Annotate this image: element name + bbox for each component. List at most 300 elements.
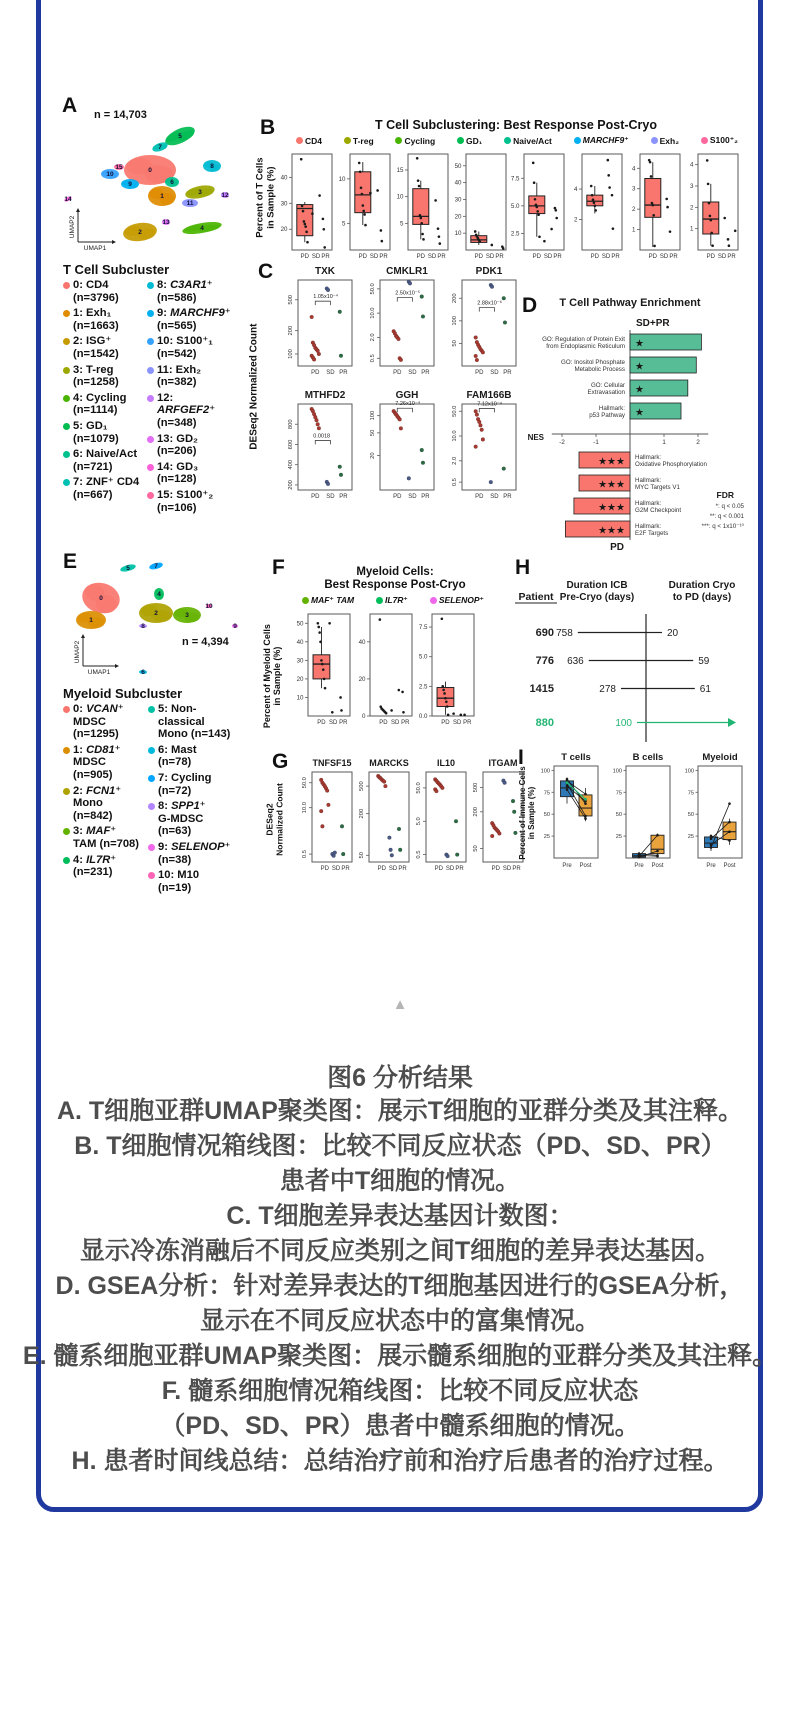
svg-text:636: 636	[567, 656, 584, 667]
svg-text:50: 50	[452, 340, 458, 347]
svg-text:-2: -2	[559, 439, 565, 446]
cluster-color-dot	[376, 597, 383, 604]
svg-text:0.5: 0.5	[302, 850, 308, 859]
svg-text:5: 5	[126, 565, 130, 572]
svg-text:FAM166B: FAM166B	[466, 390, 512, 401]
svg-text:IL10: IL10	[436, 758, 456, 768]
collapse-button[interactable]: ▲	[392, 996, 408, 1013]
svg-text:10.0: 10.0	[452, 430, 458, 442]
caption-line: 显示冷冻消融后不同反应类别之间T细胞的差异表达基因。	[79, 1237, 721, 1265]
svg-text:★★★: ★★★	[598, 479, 625, 491]
svg-text:PR: PR	[437, 254, 446, 260]
svg-text:SD: SD	[502, 866, 512, 872]
caption-line: H. 患者时间线总结：总结治疗前和治疗后患者的治疗过程。	[71, 1447, 729, 1475]
svg-text:PD: PD	[491, 866, 500, 872]
legend-item: 2: ISG⁺ (n=1542)	[63, 335, 147, 360]
svg-text:3: 3	[690, 183, 694, 190]
caption-line: 患者中T细胞的情况。	[279, 1167, 521, 1195]
cluster-color-dot	[430, 597, 437, 604]
caption-line: C. T细胞差异表达基因计数图：	[226, 1202, 574, 1230]
cluster-color-dot	[147, 395, 154, 402]
umap-cluster-7	[148, 561, 163, 570]
svg-text:Duration Cryo: Duration Cryo	[668, 580, 736, 591]
svg-text:6: 6	[170, 179, 174, 186]
cluster-color-dot	[457, 137, 464, 144]
legend-item: 9: MARCHF9⁺ (n=565)	[147, 307, 231, 332]
svg-text:5.0: 5.0	[418, 653, 428, 661]
svg-text:1: 1	[662, 439, 666, 446]
cluster-color-dot	[147, 282, 154, 289]
myeloid-legend-title: Myeloid Subcluster	[63, 686, 183, 701]
legend-item: IL7R⁺	[376, 595, 408, 606]
panel-b-y-axis-label	[255, 133, 276, 263]
svg-text:0: 0	[148, 167, 152, 174]
svg-text:7: 7	[158, 144, 162, 151]
cluster-color-dot	[148, 747, 155, 754]
legend-item: Cycling	[395, 136, 435, 146]
svg-text:PR: PR	[321, 254, 330, 260]
svg-text:PR: PR	[727, 254, 736, 260]
legend-item: 10: S100⁺₁ (n=542)	[147, 335, 231, 360]
svg-text:600: 600	[288, 439, 294, 450]
tcell-umap-plot	[62, 122, 234, 250]
svg-text:40: 40	[358, 638, 366, 646]
svg-text:50: 50	[370, 429, 376, 437]
svg-text:SD: SD	[485, 254, 495, 260]
panel-e-label: E	[63, 550, 78, 573]
panel-i-y-axis-label-line2: in Sample (%)	[527, 786, 536, 840]
svg-text:PR: PR	[339, 720, 348, 726]
cluster-color-dot	[63, 338, 70, 345]
umap-cluster-1	[76, 611, 106, 629]
svg-text:Patient: Patient	[518, 591, 554, 603]
svg-text:200: 200	[452, 293, 458, 304]
svg-text:20: 20	[667, 628, 679, 639]
panel-f-y-axis-label-line1: Percent of Myeloid Cells	[261, 624, 272, 729]
umap-cluster-3	[184, 183, 216, 201]
svg-text:0.5: 0.5	[452, 478, 458, 487]
svg-text:★★★: ★★★	[598, 456, 625, 468]
svg-text:100: 100	[288, 349, 294, 359]
panel-d-label: D	[522, 294, 538, 317]
panel-g-gene-plots	[292, 758, 527, 890]
cluster-color-dot	[504, 137, 511, 144]
svg-text:7.12x10⁻⁴: 7.12x10⁻⁴	[477, 401, 503, 408]
svg-text:***: q < 1x10⁻¹⁰: ***: q < 1x10⁻¹⁰	[701, 523, 744, 530]
umap-cluster-4	[181, 220, 222, 237]
svg-text:40: 40	[454, 179, 462, 187]
legend-item: 11: Exh₂ (n=382)	[147, 364, 231, 389]
svg-text:TNFSF15: TNFSF15	[312, 758, 352, 768]
svg-text:9: 9	[233, 623, 237, 630]
legend-item: 14: GD₃ (n=128)	[147, 461, 231, 486]
svg-text:**: q < 0.001: **: q < 0.001	[709, 513, 744, 520]
panel-d-pathway-enrichment	[508, 294, 748, 556]
svg-text:200: 200	[288, 325, 294, 336]
svg-text:★: ★	[635, 361, 644, 373]
svg-text:15: 15	[396, 167, 404, 174]
svg-text:6: 6	[141, 669, 145, 676]
legend-item: 4: IL7R⁺ (n=231)	[63, 854, 148, 879]
svg-text:1: 1	[690, 225, 694, 233]
svg-text:1: 1	[160, 193, 164, 200]
svg-text:2.0: 2.0	[370, 333, 376, 342]
legend-item: 8: C3AR1⁺ (n=586)	[147, 279, 231, 304]
svg-text:5: 5	[342, 220, 346, 228]
svg-text:PD: PD	[474, 254, 483, 260]
caption-line: （PD、SD、PR）患者中髓系细胞的情况。	[160, 1412, 640, 1440]
svg-text:SD: SD	[369, 254, 379, 260]
legend-item: 6: Mast (n=78)	[148, 744, 233, 769]
cluster-color-dot	[147, 464, 154, 471]
figure-6-image	[60, 88, 755, 928]
svg-text:PR: PR	[503, 494, 512, 500]
svg-text:PD: PD	[393, 370, 402, 376]
umap-cluster-11	[182, 199, 198, 207]
svg-text:0.5: 0.5	[370, 354, 376, 363]
panel-i-pre-post-boxplots	[502, 750, 747, 878]
svg-text:PDK1: PDK1	[475, 266, 503, 277]
svg-text:from Endoplasmic Reticulum: from Endoplasmic Reticulum	[546, 343, 625, 350]
svg-text:GGH: GGH	[395, 390, 419, 401]
svg-text:7.5: 7.5	[510, 175, 520, 183]
svg-text:10: 10	[106, 171, 114, 178]
svg-text:PD: PD	[317, 720, 326, 726]
svg-text:PR: PR	[421, 370, 430, 376]
svg-text:2: 2	[154, 610, 158, 617]
svg-text:PD: PD	[393, 494, 402, 500]
svg-text:200: 200	[359, 808, 365, 819]
cluster-color-dot	[148, 844, 155, 851]
svg-text:SD: SD	[388, 866, 398, 872]
svg-text:GO: Cellular: GO: Cellular	[590, 382, 625, 389]
svg-text:10: 10	[396, 193, 404, 201]
svg-text:ITGAM: ITGAM	[488, 758, 518, 768]
caption	[8, 1094, 792, 1479]
svg-text:10.0: 10.0	[370, 307, 376, 319]
svg-text:10.0: 10.0	[302, 802, 308, 814]
cluster-color-dot	[651, 137, 658, 144]
svg-text:PR: PR	[463, 720, 472, 726]
cluster-color-dot	[344, 137, 351, 144]
legend-item: 0: CD4 (n=3796)	[63, 279, 147, 304]
svg-text:Hallmark:: Hallmark:	[635, 454, 662, 461]
legend-item: 5: Non-classical Mono (n=143)	[148, 703, 233, 741]
svg-text:20: 20	[370, 452, 376, 459]
panel-f-label: F	[272, 556, 285, 579]
svg-text:NES: NES	[527, 433, 545, 442]
umap-cluster-13	[162, 219, 170, 226]
svg-text:100: 100	[370, 410, 376, 421]
svg-text:5.0: 5.0	[510, 202, 520, 210]
caption-line: B. T细胞情况箱线图：比较不同反应状态（PD、SD、PR）	[74, 1132, 726, 1160]
tcell-legend-title: T Cell Subcluster	[63, 262, 170, 277]
svg-text:PR: PR	[495, 254, 504, 260]
svg-text:PD: PD	[610, 542, 624, 553]
svg-text:500: 500	[288, 294, 294, 305]
svg-text:SD+PR: SD+PR	[636, 318, 670, 329]
panel-b-boxplots	[276, 150, 748, 265]
umap-cluster-0	[79, 579, 123, 618]
svg-text:11: 11	[186, 200, 194, 207]
panel-c-y-axis-label: DESeq2 Normalized Count	[248, 323, 260, 450]
legend-item: Naive/Act	[504, 136, 552, 146]
svg-text:75: 75	[687, 790, 694, 797]
svg-text:SD: SD	[408, 370, 417, 376]
panel-f-title-line2: Best Response Post-Cryo	[324, 579, 466, 591]
svg-text:UMAP1: UMAP1	[83, 245, 107, 250]
svg-text:PR: PR	[379, 254, 388, 260]
svg-text:4: 4	[157, 591, 161, 598]
svg-text:14: 14	[64, 196, 72, 203]
svg-text:100: 100	[615, 718, 632, 729]
legend-item: Exh₂	[651, 136, 679, 146]
legend-item: 9: SELENOP⁺ (n=38)	[148, 841, 233, 866]
panel-f-y-axis-label	[262, 606, 282, 746]
panel-c-label: C	[258, 260, 274, 283]
svg-text:75: 75	[615, 790, 622, 797]
svg-text:G2M Checkpoint: G2M Checkpoint	[635, 507, 682, 514]
panel-f-title-line1: Myeloid Cells:	[356, 566, 434, 578]
svg-text:100: 100	[452, 315, 458, 326]
svg-text:★: ★	[635, 384, 644, 396]
svg-text:10: 10	[296, 694, 304, 702]
panel-i-y-axis-label-line1: Percent of Immune Cells	[518, 766, 528, 860]
panel-b-label: B	[260, 116, 276, 139]
svg-text:13: 13	[162, 219, 170, 226]
svg-text:3: 3	[198, 189, 202, 196]
svg-text:★: ★	[635, 338, 644, 350]
legend-item: MAF⁺ TAM	[302, 595, 354, 606]
panel-e-cell-count: n = 4,394	[182, 636, 229, 648]
cluster-color-dot	[63, 395, 70, 402]
legend-item: 2: FCN1⁺ Mono (n=842)	[63, 785, 148, 823]
svg-text:SD: SD	[408, 494, 417, 500]
cluster-color-dot	[147, 436, 154, 443]
umap-cluster-14	[64, 195, 73, 203]
svg-text:2.5: 2.5	[510, 230, 520, 238]
svg-text:2.5: 2.5	[418, 683, 428, 691]
legend-item: 3: MAF⁺ TAM (n=708)	[63, 825, 148, 850]
cluster-color-dot	[148, 706, 155, 713]
svg-text:40: 40	[296, 638, 304, 646]
svg-text:Pre-Cryo (days): Pre-Cryo (days)	[559, 592, 635, 603]
svg-text:PD: PD	[300, 254, 309, 260]
svg-text:to PD (days): to PD (days)	[672, 592, 732, 603]
svg-text:0.0018: 0.0018	[313, 433, 331, 440]
svg-text:MTHFD2: MTHFD2	[304, 390, 346, 401]
svg-text:50: 50	[615, 812, 622, 819]
svg-text:500: 500	[473, 782, 479, 793]
svg-text:PR: PR	[398, 866, 407, 872]
svg-text:758: 758	[556, 628, 573, 639]
svg-text:p53 Pathway: p53 Pathway	[589, 412, 625, 419]
svg-text:PD: PD	[590, 254, 599, 260]
svg-text:PD: PD	[311, 494, 320, 500]
svg-text:Oxidative Phosphorylation: Oxidative Phosphorylation	[635, 461, 707, 468]
svg-text:PR: PR	[339, 370, 348, 376]
svg-text:Hallmark:: Hallmark:	[635, 477, 662, 484]
svg-text:278: 278	[599, 684, 616, 695]
svg-text:200: 200	[288, 480, 294, 490]
panel-i-label: I	[518, 746, 524, 769]
legend-item: 8: SPP1⁺ G-MDSC (n=63)	[148, 800, 233, 838]
svg-text:SD: SD	[326, 494, 335, 500]
svg-text:SD: SD	[490, 370, 499, 376]
svg-text:★★★: ★★★	[598, 502, 625, 514]
svg-text:MYC Targets V1: MYC Targets V1	[635, 484, 680, 491]
svg-text:Myeloid: Myeloid	[702, 752, 738, 763]
svg-text:PD: PD	[441, 720, 450, 726]
svg-text:50: 50	[543, 812, 550, 819]
legend-item: S100⁺₂	[701, 135, 738, 146]
svg-text:PR: PR	[512, 866, 521, 872]
cluster-color-dot	[63, 857, 70, 864]
svg-text:776: 776	[535, 655, 554, 667]
panel-h-label: H	[515, 556, 531, 579]
legend-item: 12: ARFGEF2⁺ (n=348)	[147, 392, 231, 430]
svg-text:0: 0	[99, 595, 103, 602]
caption-line: 显示在不同反应状态中的富集情况。	[199, 1307, 600, 1335]
svg-text:PD: PD	[434, 866, 443, 872]
svg-text:0.5: 0.5	[416, 850, 422, 859]
umap-cluster-8	[203, 160, 221, 172]
svg-text:Post: Post	[723, 863, 736, 869]
cluster-color-dot	[63, 747, 70, 754]
umap-cluster-9	[232, 623, 238, 630]
svg-text:50.0: 50.0	[302, 777, 308, 789]
svg-text:Extravasation: Extravasation	[587, 389, 625, 396]
cluster-color-dot	[63, 706, 70, 713]
panel-b-y-axis-label-line2: in Sample (%)	[265, 166, 276, 229]
legend-item: 7: Cycling (n=72)	[148, 772, 233, 797]
svg-text:10: 10	[454, 230, 462, 238]
cluster-color-dot	[63, 423, 70, 430]
svg-text:0.0: 0.0	[418, 713, 428, 720]
svg-text:3: 3	[185, 612, 189, 619]
panel-f-y-axis-label-line2: in Sample (%)	[272, 646, 282, 706]
svg-text:SD: SD	[311, 254, 321, 260]
legend-item: MARCHF9⁺	[574, 135, 629, 146]
svg-text:50.0: 50.0	[416, 782, 422, 794]
svg-text:100: 100	[540, 768, 550, 775]
svg-text:5: 5	[400, 220, 404, 228]
svg-text:1: 1	[632, 226, 636, 234]
svg-text:B cells: B cells	[632, 752, 664, 763]
svg-text:Post: Post	[651, 863, 664, 869]
svg-text:PD: PD	[706, 254, 715, 260]
svg-text:1.05x10⁻⁴: 1.05x10⁻⁴	[313, 294, 339, 301]
cluster-color-dot	[701, 137, 708, 144]
svg-text:Pre: Pre	[706, 863, 716, 869]
svg-text:PR: PR	[341, 866, 350, 872]
svg-text:500: 500	[359, 781, 365, 791]
myeloid-umap-plot	[63, 558, 245, 686]
svg-text:2.0: 2.0	[452, 456, 458, 465]
legend-item: 6: Naive/Act (n=721)	[63, 448, 147, 473]
legend-item: 13: GD₂ (n=206)	[147, 433, 231, 458]
svg-text:20: 20	[296, 675, 304, 683]
cluster-color-dot	[574, 137, 581, 144]
umap-cluster-6	[165, 177, 179, 187]
umap-cluster-9	[121, 179, 139, 189]
svg-text:*: q < 0.05: *: q < 0.05	[715, 503, 744, 510]
svg-text:4: 4	[200, 225, 204, 232]
umap-cluster-6	[139, 669, 147, 676]
svg-text:PR: PR	[421, 494, 430, 500]
cluster-color-dot	[63, 282, 70, 289]
svg-text:SD: SD	[445, 866, 455, 872]
svg-text:50: 50	[473, 845, 479, 852]
umap-cluster-8	[139, 623, 147, 630]
svg-text:15: 15	[115, 164, 123, 171]
umap-cluster-1	[148, 186, 176, 206]
svg-text:25: 25	[543, 834, 550, 841]
svg-text:7.26x10⁻⁴: 7.26x10⁻⁴	[395, 401, 421, 408]
panel-h-patient-timeline	[500, 560, 748, 755]
svg-text:Hallmark:: Hallmark:	[635, 523, 662, 530]
svg-text:50: 50	[687, 812, 694, 819]
umap-cluster-5	[163, 123, 198, 149]
svg-text:2.88x10⁻⁶: 2.88x10⁻⁶	[477, 300, 503, 307]
svg-text:SD: SD	[717, 254, 727, 260]
cluster-color-dot	[147, 310, 154, 317]
caption-title: 图6 分析结果	[327, 1064, 473, 1092]
svg-text:100: 100	[684, 768, 694, 775]
svg-text:PD: PD	[320, 866, 329, 872]
svg-text:5: 5	[178, 133, 182, 140]
cluster-color-dot	[302, 597, 309, 604]
cluster-color-dot	[148, 803, 155, 810]
legend-item: GD₁	[457, 136, 482, 146]
cluster-color-dot	[63, 479, 70, 486]
svg-text:SD: SD	[391, 720, 400, 726]
svg-text:9: 9	[128, 181, 132, 188]
svg-text:7: 7	[154, 563, 158, 570]
svg-text:Metabolic Process: Metabolic Process	[574, 366, 625, 373]
svg-text:★: ★	[635, 407, 644, 419]
svg-text:SD: SD	[601, 254, 611, 260]
panel-b-title: T Cell Subclustering: Best Response Post-Cryo	[375, 118, 657, 132]
svg-text:T Cell Pathway Enrichment: T Cell Pathway Enrichment	[559, 297, 701, 309]
svg-text:50.0: 50.0	[452, 405, 458, 417]
svg-text:UMAP1: UMAP1	[87, 669, 111, 676]
svg-text:30: 30	[280, 200, 288, 208]
tcell-legend	[63, 279, 235, 517]
svg-text:SD: SD	[543, 254, 553, 260]
svg-text:SD: SD	[659, 254, 669, 260]
svg-text:Duration ICB: Duration ICB	[566, 580, 628, 591]
svg-text:200: 200	[473, 806, 479, 817]
svg-text:400: 400	[288, 459, 294, 470]
panel-g-y-axis-label-line1: DESeq2	[264, 803, 275, 836]
svg-text:5.0: 5.0	[416, 817, 422, 826]
legend-item: 1: CD81⁺ MDSC (n=905)	[63, 744, 148, 782]
svg-text:12: 12	[221, 192, 229, 199]
legend-item: 10: M10 (n=19)	[148, 869, 233, 894]
svg-text:30: 30	[454, 196, 462, 204]
cluster-color-dot	[147, 492, 154, 499]
svg-text:20: 20	[358, 675, 366, 683]
svg-text:1: 1	[89, 617, 93, 624]
svg-text:T cells: T cells	[561, 752, 591, 763]
cluster-color-dot	[147, 338, 154, 345]
svg-text:2: 2	[690, 204, 694, 212]
panel-f-legend	[302, 595, 484, 606]
umap-cluster-3	[173, 607, 201, 623]
svg-text:2.50x10⁻⁵: 2.50x10⁻⁵	[395, 290, 421, 297]
caption-line: E. 髓系细胞亚群UMAP聚类图：展示髓系细胞的亚群分类及其注释。	[22, 1342, 778, 1370]
